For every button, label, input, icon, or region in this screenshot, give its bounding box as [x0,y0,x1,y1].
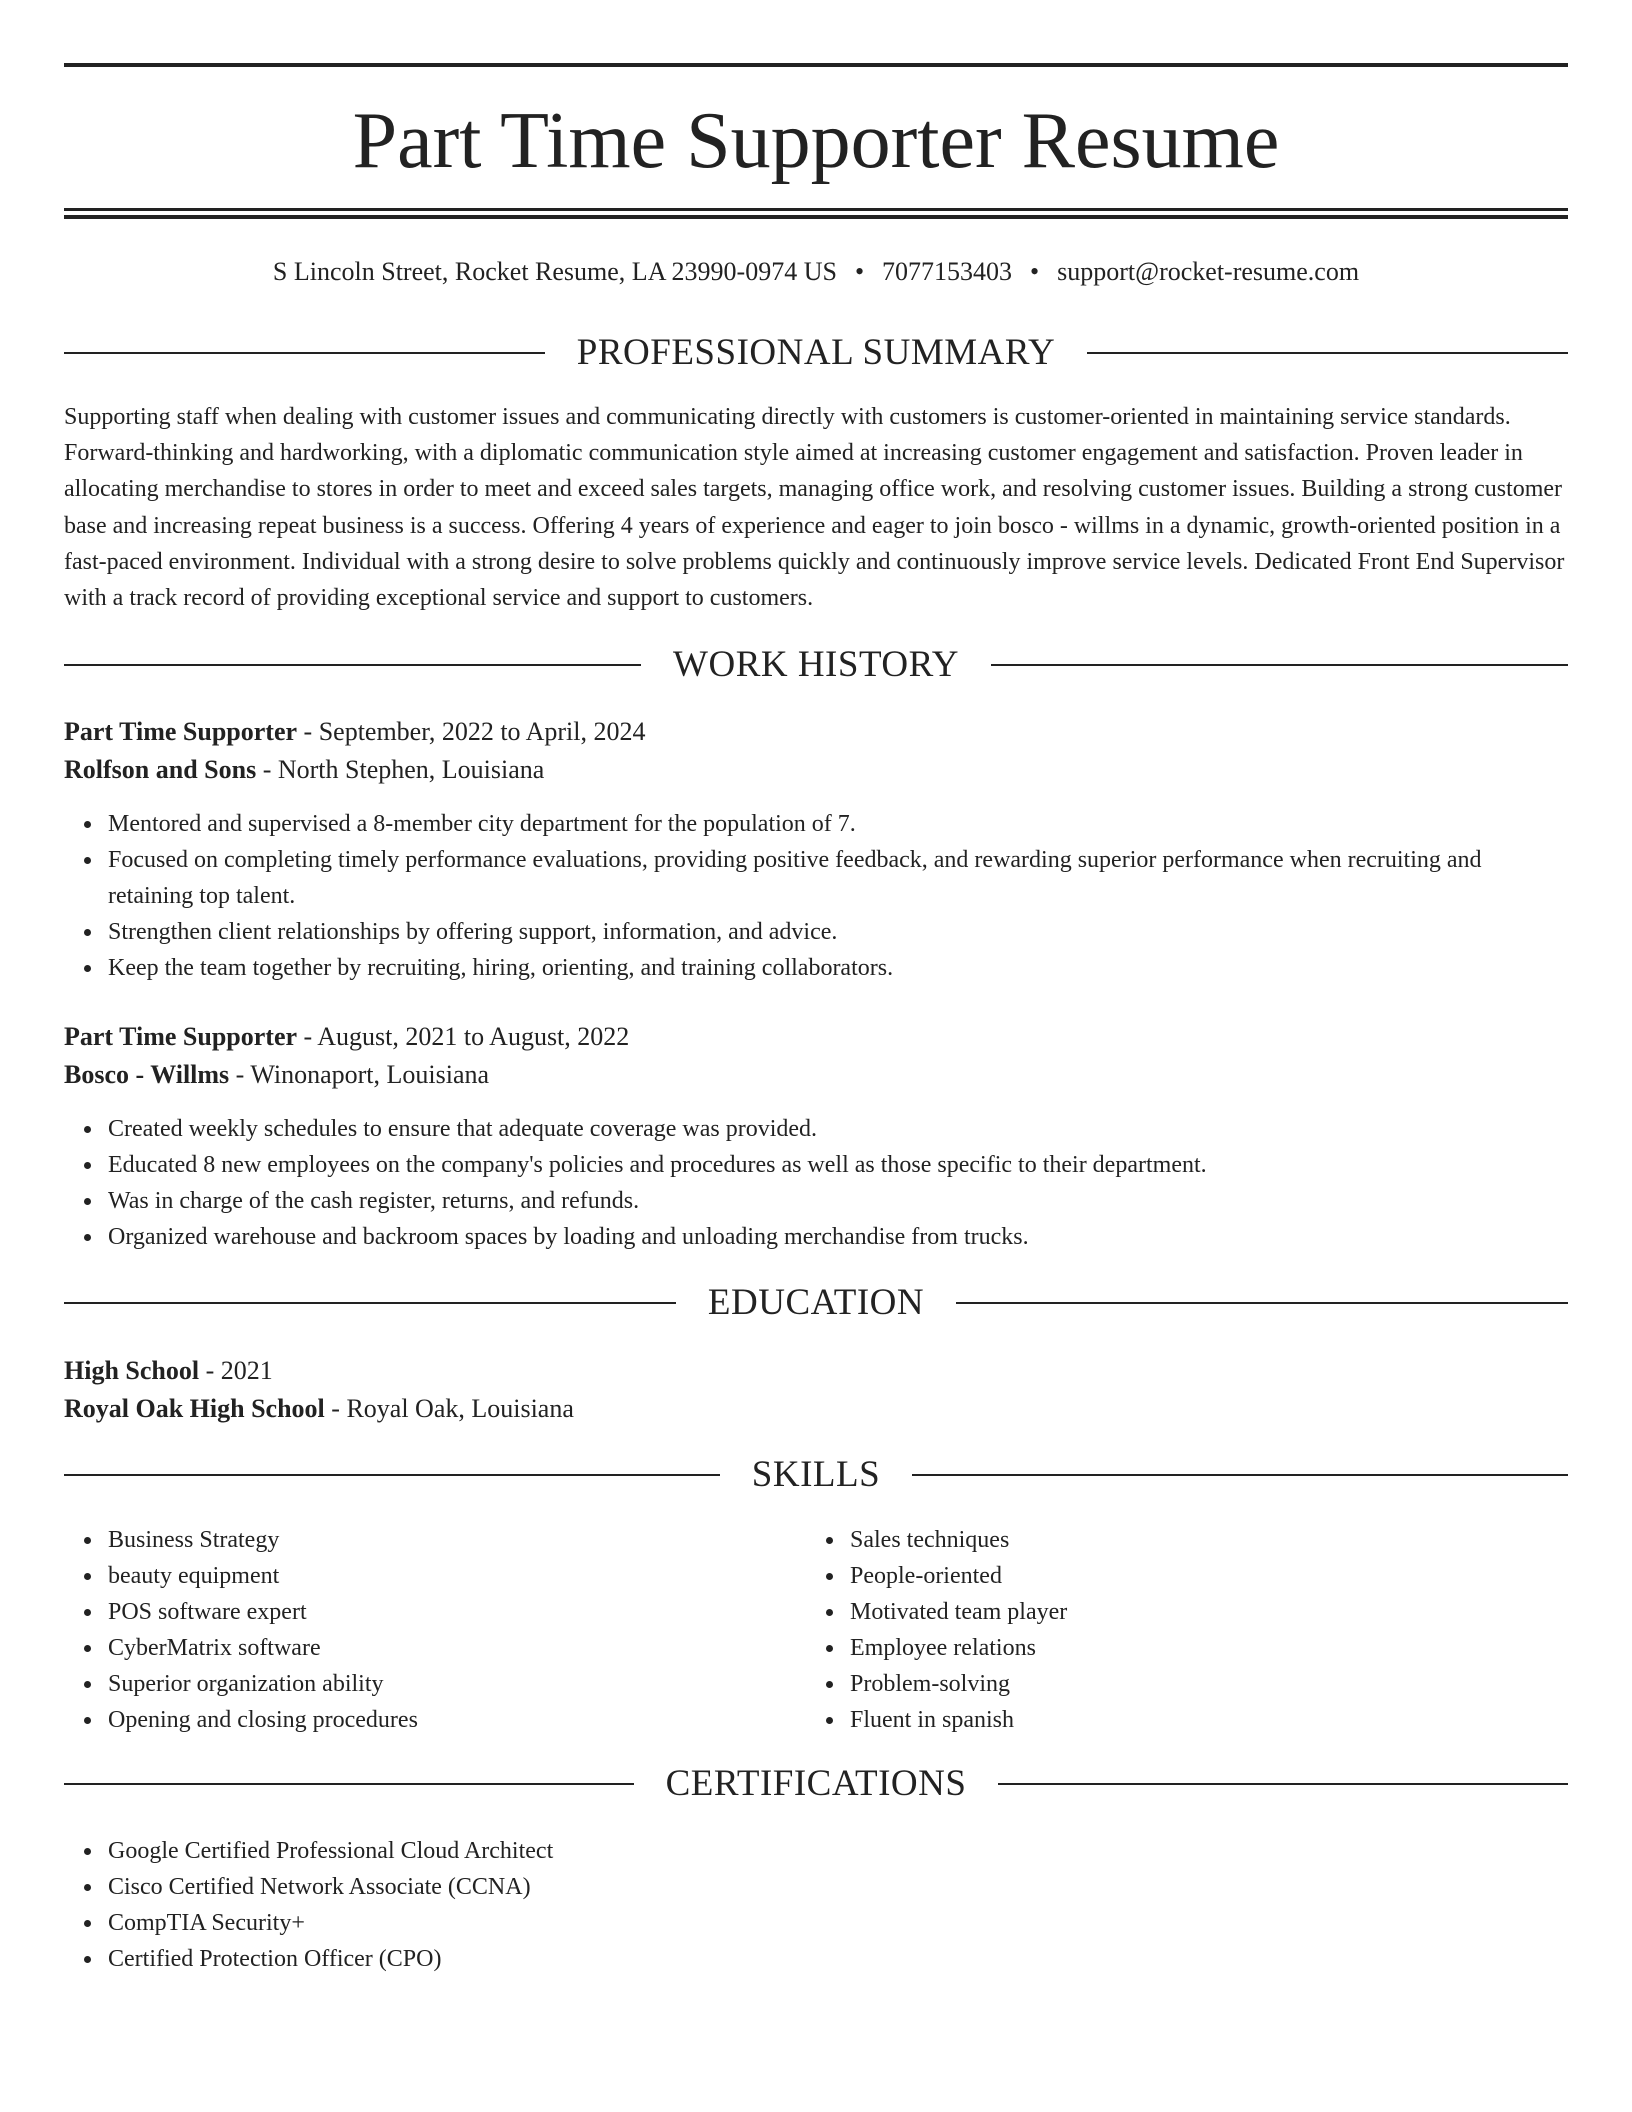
contact-separator: • [1030,257,1040,286]
list-item: Business Strategy [108,1522,808,1558]
certifications-list [64,1833,1568,1977]
heading-rule-right [1087,352,1568,354]
list-item: Mentored and supervised a 8-member city department for the population of 7. [108,806,1568,842]
list-item: People-oriented [850,1558,1550,1594]
job-dates: - August, 2021 to August, 2022 [297,1022,630,1051]
job-title: Part Time Supporter [64,1022,298,1051]
education-school: Royal Oak High School [64,1394,325,1423]
section-title: SKILLS [751,1454,881,1495]
contact-phone: 7077153403 [882,257,1013,286]
job-entry-2-header [64,1018,1568,1094]
list-item: Strengthen client relationships by offering support, information, and advice. [108,914,1568,950]
list-item: beauty equipment [108,1558,808,1594]
contact-email: support@rocket-resume.com [1057,257,1360,286]
header-double-rule [64,208,1568,219]
list-item: Focused on completing timely performance evaluations, providing positive feedback, and rewarding superior performance when recruiting and retaining top talent. [108,842,1568,914]
heading-rule-left [64,1302,676,1304]
heading-rule-right [956,1302,1568,1304]
education-location: - Royal Oak, Louisiana [324,1394,574,1423]
section-title: WORK HISTORY [673,644,959,685]
job-2-bullets [64,1111,1568,1255]
certifications-heading [64,1761,1568,1807]
resume-title: Part Time Supporter Resume [352,97,1280,185]
list-item: Motivated team player [850,1594,1550,1630]
job-location: - North Stephen, Louisiana [256,755,545,784]
skills-heading [64,1452,1568,1498]
heading-rule-left [64,352,545,354]
list-item: Certified Protection Officer (CPO) [108,1941,1568,1977]
heading-rule-left [64,1474,720,1476]
education-entry [64,1352,1568,1428]
header-top-rule [64,63,1568,67]
section-title: PROFESSIONAL SUMMARY [576,332,1056,373]
list-item: CompTIA Security+ [108,1905,1568,1941]
job-company: Bosco - Willms [64,1060,230,1089]
list-item: Employee relations [850,1630,1550,1666]
list-item: CyberMatrix software [108,1630,808,1666]
heading-rule-right [912,1474,1568,1476]
job-1-bullets [64,806,1568,986]
list-item: Google Certified Professional Cloud Architect [108,1833,1568,1869]
skills-list-right [806,1522,1550,1738]
summary-text: Supporting staff when dealing with customer issues and communicating directly with customers is customer-oriented in maintaining service standards. Forward-thinking and hardworking, with a diplomatic communication style aimed at increasing customer engagement and satisfaction. Proven leader in allocating merchandise to stores in order to meet and exceed sales targets, managing office work, and resolving customer issues. Building a strong customer base and increasing repeat business is a success. Offering 4 years of experience and eager to join bosco - willms in a dynamic, growth-oriented position in a fast-paced environment. Individual with a strong desire to solve problems quickly and continuously improve service levels. Dedicated Front End Supervisor with a track record of providing exceptional service and support to customers. [64,404,1565,612]
job-dates: - September, 2022 to April, 2024 [297,717,646,746]
section-title: EDUCATION [707,1282,925,1323]
job-location: - Winonaport, Louisiana [229,1060,490,1089]
heading-rule-left [64,664,641,666]
list-item: Organized warehouse and backroom spaces by loading and unloading merchandise from trucks. [108,1219,1568,1255]
heading-rule-right [991,664,1568,666]
skills-list-left [64,1522,808,1738]
job-entry-1-header [64,713,1568,789]
job-title: Part Time Supporter [64,717,298,746]
education-year: - 2021 [199,1356,273,1385]
list-item: Was in charge of the cash register, returns, and refunds. [108,1183,1568,1219]
list-item: POS software expert [108,1594,808,1630]
list-item: Opening and closing procedures [108,1702,808,1738]
list-item: Fluent in spanish [850,1702,1550,1738]
job-company: Rolfson and Sons [64,755,257,784]
contact-line [64,254,1568,290]
section-title: CERTIFICATIONS [665,1763,967,1804]
list-item: Problem-solving [850,1666,1550,1702]
education-heading [64,1280,1568,1326]
contact-separator: • [854,257,865,286]
list-item: Educated 8 new employees on the company's policies and procedures as well as those specific to their department. [108,1147,1568,1183]
list-item: Created weekly schedules to ensure that adequate coverage was provided. [108,1111,1568,1147]
heading-rule-right [998,1783,1568,1785]
contact-address: S Lincoln Street, Rocket Resume, LA 23990-0974 US [272,257,837,286]
list-item: Keep the team together by recruiting, hiring, orienting, and training collaborators. [108,950,1568,986]
education-degree: High School [64,1356,200,1385]
list-item: Sales techniques [850,1522,1550,1558]
heading-rule-left [64,1783,634,1785]
list-item: Superior organization ability [108,1666,808,1702]
list-item: Cisco Certified Network Associate (CCNA) [108,1869,1568,1905]
summary-heading [64,330,1568,376]
work-history-heading [64,642,1568,688]
